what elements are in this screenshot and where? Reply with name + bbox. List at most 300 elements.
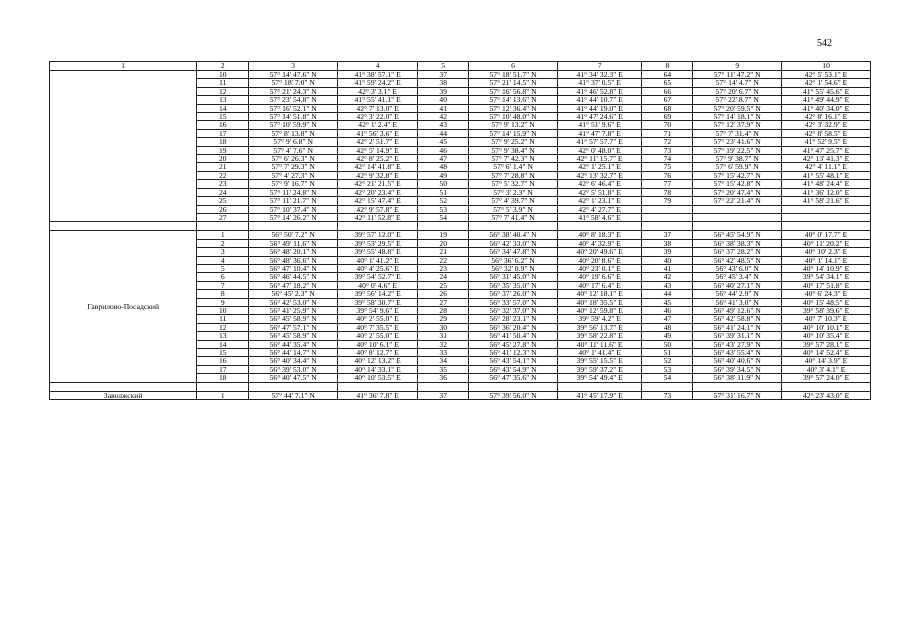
table-cell: 41° 58' 4.6" E: [557, 213, 641, 221]
table-cell: 47: [418, 155, 469, 163]
table-cell: 40° 10' 10.1" E: [782, 323, 871, 331]
table-cell: 42° 15' 47.4" E: [338, 197, 418, 205]
table-cell: 16: [197, 121, 249, 129]
table-cell: 57° 22' 8.7" N: [693, 96, 782, 104]
table-cell: 13: [197, 332, 249, 340]
table-cell: 41° 44' 19.0" E: [557, 104, 641, 112]
table-cell: 57° 11' 24.8" N: [249, 188, 338, 196]
table-cell: 42° 3' 3.1" E: [338, 87, 418, 95]
table-cell: 50: [642, 340, 693, 348]
table-cell: 40° 19' 6.6" E: [557, 273, 641, 281]
table-cell: 57° 5' 32.7" N: [469, 180, 558, 188]
table-cell: 6: [197, 273, 249, 281]
empty-cell: [782, 382, 871, 391]
empty-cell: [469, 222, 558, 231]
table-cell: 57° 23' 41.6" N: [693, 138, 782, 146]
table-cell: 57° 18' 7.0" N: [249, 79, 338, 87]
table-cell: 56° 41' 3.0" N: [693, 298, 782, 306]
coordinates-table: [49, 61, 871, 400]
table-cell: 42° 11' 52.8" E: [338, 213, 418, 221]
table-cell: 41° 36' 7.8" E: [338, 391, 418, 399]
table-cell: 56° 39' 31.1" N: [693, 332, 782, 340]
table-cell: 57° 9' 6.8" N: [249, 138, 338, 146]
table-cell: 5: [197, 264, 249, 272]
table-cell: 74: [642, 155, 693, 163]
table-cell: 17: [197, 129, 249, 137]
table-cell: 70: [642, 121, 693, 129]
table-cell: 57° 21' 24.3" N: [249, 87, 338, 95]
table-cell: 42° 3' 22.0" E: [338, 113, 418, 121]
table-cell: 40° 14' 33.1" E: [338, 365, 418, 373]
table-cell: 39° 56' 14.2" E: [338, 290, 418, 298]
table-cell: 56° 32' 0.9" N: [469, 264, 558, 272]
empty-cell: [418, 222, 469, 231]
table-cell: 41° 56' 3.6" E: [338, 129, 418, 137]
empty-cell: [693, 382, 782, 391]
table-cell: 57° 9' 16.7" N: [249, 180, 338, 188]
table-cell: 41° 55' 45.6" E: [782, 87, 871, 95]
table-cell: 20: [418, 239, 469, 247]
table-cell: 56° 37' 26.0" N: [469, 290, 558, 298]
table-cell: 40° 4' 25.6" E: [338, 264, 418, 272]
table-cell: 66: [642, 87, 693, 95]
table-cell: 57° 14' 13.6" N: [469, 96, 558, 104]
table-cell: 52: [418, 197, 469, 205]
table-cell: 40° 10' 35.4" E: [782, 332, 871, 340]
table-cell: 41° 57' 57.7" E: [557, 138, 641, 146]
table-cell: 40° 18' 35.5" E: [557, 298, 641, 306]
table-cell: 49: [642, 332, 693, 340]
table-cell: 42° 4' 27.7" E: [557, 205, 641, 213]
table-cell: [693, 213, 782, 221]
table-cell: 57° 15' 42.7" N: [693, 171, 782, 179]
table-cell: 56° 36' 20.4" N: [469, 323, 558, 331]
table-cell: 30: [418, 323, 469, 331]
table-cell: 49: [418, 171, 469, 179]
table-cell: 57° 7' 28.8" N: [469, 171, 558, 179]
table-cell: 42° 13' 32.7" E: [557, 171, 641, 179]
header-cell: 10: [782, 62, 871, 71]
table-cell: 56° 44' 35.4" N: [249, 340, 338, 348]
table-cell: 42° 11' 15.7" E: [557, 155, 641, 163]
table-cell: 57° 7' 42.3" N: [469, 155, 558, 163]
region-cell: [50, 71, 197, 222]
table-cell: 40° 0' 17.7" E: [782, 231, 871, 239]
table-cell: 39° 59' 37.2" E: [557, 365, 641, 373]
table-cell: 40° 15' 48.5" E: [782, 298, 871, 306]
table-cell: 1: [197, 391, 249, 399]
table-row: [50, 391, 871, 399]
table-cell: 40° 6' 24.3" E: [782, 290, 871, 298]
header-cell: 1: [50, 62, 197, 71]
table-cell: 57° 7' 31.4" N: [693, 129, 782, 137]
table-cell: 57° 8' 13.8" N: [249, 129, 338, 137]
table-cell: 41° 49' 44.9" E: [782, 96, 871, 104]
table-cell: 56° 42' 48.5" N: [693, 256, 782, 264]
table-cell: [782, 205, 871, 213]
empty-cell: [469, 382, 558, 391]
table-cell: 57° 31' 16.7" N: [693, 391, 782, 399]
empty-cell: [338, 222, 418, 231]
table-cell: 39° 54' 52.7" E: [338, 273, 418, 281]
table-cell: 40° 12' 18.1" E: [557, 290, 641, 298]
header-cell: 4: [338, 62, 418, 71]
table-cell: 79: [642, 197, 693, 205]
table-cell: 12: [197, 323, 249, 331]
table-cell: 57° 10' 59.9" N: [249, 121, 338, 129]
table-cell: 41° 59' 24.2" E: [338, 79, 418, 87]
empty-cell: [249, 222, 338, 231]
table-cell: 57° 20' 6.7" N: [693, 87, 782, 95]
table-cell: 57° 20' 59.5" N: [693, 104, 782, 112]
table-cell: 41° 40' 34.0" E: [782, 104, 871, 112]
table-cell: 39° 55' 15.5" E: [557, 357, 641, 365]
table-cell: 40° 2' 55.0" E: [338, 315, 418, 323]
table-cell: 42° 5' 51.8" E: [557, 188, 641, 196]
table-cell: 39° 57' 28.1" E: [782, 340, 871, 348]
table-cell: 57° 6' 59.9" N: [693, 163, 782, 171]
table-cell: 41° 38' 57.1" E: [338, 71, 418, 79]
table-cell: 10: [197, 306, 249, 314]
table-cell: 33: [418, 349, 469, 357]
table-cell: 73: [642, 391, 693, 399]
table-cell: 29: [418, 315, 469, 323]
table-cell: 22: [197, 171, 249, 179]
table-cell: 42° 23' 43.0" E: [782, 391, 871, 399]
table-cell: 57° 7' 41.4" N: [469, 213, 558, 221]
table-cell: 56° 43' 27.9" N: [693, 340, 782, 348]
table-cell: 40° 20' 8.6" E: [557, 256, 641, 264]
table-cell: 24: [418, 273, 469, 281]
table-cell: 56° 45' 58.9" N: [249, 332, 338, 340]
empty-cell: [249, 382, 338, 391]
region-cell: Заволжский: [50, 391, 197, 399]
table-cell: 2: [197, 239, 249, 247]
table-cell: 75: [642, 163, 693, 171]
table-cell: 76: [642, 171, 693, 179]
separator-row: [50, 382, 871, 391]
table-cell: 39° 57' 24.0" E: [782, 374, 871, 382]
empty-cell: [418, 382, 469, 391]
table-cell: 54: [418, 213, 469, 221]
table-cell: 56° 43' 54.1" N: [469, 357, 558, 365]
table-cell: 56° 38' 11.9" N: [693, 374, 782, 382]
table-cell: 39° 56' 13.7" E: [557, 323, 641, 331]
table-cell: 37: [418, 391, 469, 399]
table-cell: 39° 58' 39.6" E: [782, 306, 871, 314]
table-cell: 71: [642, 129, 693, 137]
table-cell: 34: [418, 357, 469, 365]
table-cell: 56° 43' 54.9" N: [469, 365, 558, 373]
table-cell: 56° 50' 7.2" N: [249, 231, 338, 239]
table-cell: 8: [197, 290, 249, 298]
table-cell: 42° 8' 16.1" E: [782, 113, 871, 121]
table-cell: 42° 7' 13.0" E: [338, 104, 418, 112]
table-cell: 56° 35' 35.0" N: [469, 281, 558, 289]
table-cell: 64: [642, 71, 693, 79]
table-cell: 40° 8' 12.7" E: [338, 349, 418, 357]
empty-cell: [197, 222, 249, 231]
table-cell: 39° 58' 22.8" E: [557, 332, 641, 340]
table-cell: 77: [642, 180, 693, 188]
table-cell: 57° 3' 2.3" N: [469, 188, 558, 196]
table-cell: 57° 44' 7.1" N: [249, 391, 338, 399]
table-cell: 56° 34' 47.8" N: [469, 248, 558, 256]
table-cell: 46: [642, 306, 693, 314]
table-cell: 56° 45' 54.9" N: [693, 231, 782, 239]
table-cell: 21: [197, 163, 249, 171]
table-cell: 56° 33' 57.0" N: [469, 298, 558, 306]
table-cell: 56° 46' 44.5" N: [249, 273, 338, 281]
table-cell: 40° 20' 49.6" E: [557, 248, 641, 256]
table-cell: 57° 22' 21.4" N: [693, 197, 782, 205]
empty-cell: [782, 222, 871, 231]
empty-cell: [642, 222, 693, 231]
table-cell: 45: [642, 298, 693, 306]
table-cell: 42° 6' 46.4" E: [557, 180, 641, 188]
table-cell: 45: [418, 138, 469, 146]
header-cell: 3: [249, 62, 338, 71]
table-cell: 42° 21' 21.5" E: [338, 180, 418, 188]
table-cell: 56° 45' 27.8" N: [469, 340, 558, 348]
table-cell: 72: [642, 138, 693, 146]
table-cell: 43: [642, 281, 693, 289]
table-cell: 40° 14' 10.9" E: [782, 264, 871, 272]
table-cell: 32: [418, 340, 469, 348]
table-cell: 22: [418, 256, 469, 264]
table-cell: 57° 9' 38.4" N: [469, 146, 558, 154]
table-cell: 41° 47' 7.8" E: [557, 129, 641, 137]
table-cell: 41° 44' 10.7" E: [557, 96, 641, 104]
table-cell: 40° 17' 6.4" E: [557, 281, 641, 289]
table-cell: 41° 55' 41.1" E: [338, 96, 418, 104]
table-cell: 40° 12' 13.2" E: [338, 357, 418, 365]
table-cell: 57° 4' 39.7" N: [469, 197, 558, 205]
table-cell: 56° 41' 24.1" N: [693, 323, 782, 331]
table-cell: 78: [642, 188, 693, 196]
table-cell: 42° 1' 25.1" E: [557, 163, 641, 171]
table-cell: 57° 21' 14.5" N: [469, 79, 558, 87]
table-cell: [642, 205, 693, 213]
empty-cell: [338, 382, 418, 391]
table-cell: 50: [418, 180, 469, 188]
table-cell: 27: [197, 213, 249, 221]
table-cell: 42° 1' 2.4" E: [338, 121, 418, 129]
table-cell: 54: [642, 374, 693, 382]
table-cell: 56° 48' 20.1" N: [249, 248, 338, 256]
table-cell: 46: [418, 146, 469, 154]
table-cell: [642, 213, 693, 221]
table-cell: 56° 38' 38.3" N: [693, 239, 782, 247]
table-row: [50, 231, 871, 239]
header-cell: 9: [693, 62, 782, 71]
table-cell: 39: [418, 87, 469, 95]
table-cell: 40° 11' 20.2" E: [782, 239, 871, 247]
table-cell: 39° 58' 30.7" E: [338, 298, 418, 306]
table-cell: 41° 47' 25.7" E: [782, 146, 871, 154]
table-cell: 57° 14' 18.1" N: [693, 113, 782, 121]
table-cell: 40° 3' 4.1" E: [782, 365, 871, 373]
table-cell: 57° 4' 7.6" N: [249, 146, 338, 154]
table-cell: 20: [197, 155, 249, 163]
table-cell: 56° 36' 6.2" N: [469, 256, 558, 264]
table-cell: 42° 5' 14.9" E: [338, 146, 418, 154]
empty-cell: [557, 382, 641, 391]
table-cell: 42: [418, 113, 469, 121]
table-cell: 13: [197, 96, 249, 104]
table-cell: 41° 48' 24.4" E: [782, 180, 871, 188]
table-cell: [693, 205, 782, 213]
table-cell: 41° 51' 9.6" E: [557, 121, 641, 129]
table-cell: 57° 39' 56.0" N: [469, 391, 558, 399]
table-cell: 16: [197, 357, 249, 365]
table-cell: 56° 47' 10.4" N: [249, 264, 338, 272]
table-cell: 57° 9' 13.2" N: [469, 121, 558, 129]
table-cell: 41° 45' 17.9" E: [557, 391, 641, 399]
table-cell: 39° 55' 48.8" E: [338, 248, 418, 256]
table-cell: 17: [197, 365, 249, 373]
table-cell: 56° 39' 53.0" N: [249, 365, 338, 373]
empty-cell: [642, 382, 693, 391]
table-cell: 42: [642, 273, 693, 281]
header-row: [50, 62, 871, 71]
table-cell: 1: [197, 231, 249, 239]
table-cell: 3: [197, 248, 249, 256]
table-cell: 40° 7' 10.3" E: [782, 315, 871, 323]
table-cell: 57° 14' 47.6" N: [249, 71, 338, 79]
table-cell: 39° 54' 34.1" E: [782, 273, 871, 281]
table-cell: 40° 17' 51.8" E: [782, 281, 871, 289]
table-cell: 41° 58' 21.6" E: [782, 197, 871, 205]
table-cell: 57° 10' 37.4" N: [249, 205, 338, 213]
table-cell: 36: [418, 374, 469, 382]
table-cell: 42° 3' 32.9" E: [782, 121, 871, 129]
table-cell: 42° 9' 32.8" E: [338, 171, 418, 179]
table-cell: 11: [197, 79, 249, 87]
table-cell: 41° 46' 52.8" E: [557, 87, 641, 95]
table-cell: 56° 40' 40.6" N: [693, 357, 782, 365]
table-cell: 56° 41' 12.3" N: [469, 349, 558, 357]
table-cell: 37: [418, 71, 469, 79]
table-cell: 39° 53' 29.5" E: [338, 239, 418, 247]
table-cell: 41° 52' 9.5" E: [782, 138, 871, 146]
table-cell: 37: [642, 231, 693, 239]
table-cell: 14: [197, 340, 249, 348]
table-cell: 57° 9' 38.7" N: [693, 155, 782, 163]
table-cell: 39° 54' 49.4" E: [557, 374, 641, 382]
table-cell: 44: [642, 290, 693, 298]
table-cell: 26: [418, 290, 469, 298]
table-cell: 57° 5' 3.9" N: [469, 205, 558, 213]
table-cell: 56° 47' 18.2" N: [249, 281, 338, 289]
table-cell: 40° 14' 52.4" E: [782, 349, 871, 357]
table-cell: 48: [418, 163, 469, 171]
table-cell: 73: [642, 146, 693, 154]
empty-cell: [693, 222, 782, 231]
table-cell: 56° 45' 3.4" N: [693, 273, 782, 281]
table-cell: 26: [197, 205, 249, 213]
table-cell: 57° 23' 54.8" N: [249, 96, 338, 104]
table-cell: 40° 1' 41.4" E: [557, 349, 641, 357]
table-cell: 23: [197, 180, 249, 188]
table-cell: 41° 37' 0.5" E: [557, 79, 641, 87]
table-cell: 39° 54' 9.6" E: [338, 306, 418, 314]
table-cell: 31: [418, 332, 469, 340]
header-cell: 6: [469, 62, 558, 71]
table-cell: 40° 12' 59.8" E: [557, 306, 641, 314]
table-cell: 4: [197, 256, 249, 264]
table-cell: 51: [642, 349, 693, 357]
table-cell: 40° 0' 4.6" E: [338, 281, 418, 289]
table-cell: 42° 1' 54.6" E: [782, 79, 871, 87]
header-cell: 5: [418, 62, 469, 71]
table-cell: 57° 9' 25.2" N: [469, 138, 558, 146]
region-cell: Гаврилово-Посадский: [50, 231, 197, 382]
header-cell: 7: [557, 62, 641, 71]
table-cell: 15: [197, 113, 249, 121]
table-cell: 28: [418, 306, 469, 314]
table-cell: 40° 2' 55.0" E: [338, 332, 418, 340]
table-cell: 57° 10' 48.0" N: [469, 113, 558, 121]
table-cell: 21: [418, 248, 469, 256]
table-cell: 40° 7' 35.5" E: [338, 323, 418, 331]
table-cell: 68: [642, 104, 693, 112]
table-cell: 57° 15' 42.8" N: [693, 180, 782, 188]
table-cell: 41: [418, 104, 469, 112]
table-cell: 40° 10' 53.5" E: [338, 374, 418, 382]
table-cell: 57° 20' 47.4" N: [693, 188, 782, 196]
table-cell: 56° 49' 12.6" N: [693, 306, 782, 314]
table-cell: 41° 34' 32.3" E: [557, 71, 641, 79]
table-cell: 42° 0' 48.0" E: [557, 146, 641, 154]
table-cell: 25: [197, 197, 249, 205]
table-cell: 56° 37' 28.2" N: [693, 248, 782, 256]
table-cell: 57° 16' 56.8" N: [469, 87, 558, 95]
header-cell: 2: [197, 62, 249, 71]
empty-cell: [50, 382, 197, 391]
empty-cell: [557, 222, 641, 231]
table-cell: 53: [418, 205, 469, 213]
table-cell: 56° 38' 40.4" N: [469, 231, 558, 239]
table-cell: 12: [197, 87, 249, 95]
table-cell: 15: [197, 349, 249, 357]
table-cell: 42° 9' 57.8" E: [338, 205, 418, 213]
table-cell: 40° 10' 2.3" E: [782, 248, 871, 256]
table-cell: 39° 57' 12.0" E: [338, 231, 418, 239]
table-cell: 14: [197, 104, 249, 112]
table-cell: 56° 49' 11.6" N: [249, 239, 338, 247]
table-cell: 69: [642, 113, 693, 121]
table-cell: 40° 8' 18.3" E: [557, 231, 641, 239]
table-cell: 41° 47' 24.6" E: [557, 113, 641, 121]
table-cell: 27: [418, 298, 469, 306]
table-cell: 24: [197, 188, 249, 196]
table-cell: 11: [197, 315, 249, 323]
table-cell: 52: [642, 357, 693, 365]
table-cell: 56° 44' 2.9" N: [693, 290, 782, 298]
table-cell: 56° 47' 35.6" N: [469, 374, 558, 382]
table-cell: 57° 14' 15.9" N: [469, 129, 558, 137]
table-cell: 57° 11' 47.2" N: [693, 71, 782, 79]
table-cell: 56° 31' 45.0" N: [469, 273, 558, 281]
table-cell: 56° 42' 33.0" N: [469, 239, 558, 247]
table-cell: 42° 1' 23.1" E: [557, 197, 641, 205]
table-cell: 42° 20' 23.4" E: [338, 188, 418, 196]
table-cell: 51: [418, 188, 469, 196]
table-cell: 56° 28' 23.1" N: [469, 315, 558, 323]
table-cell: 44: [418, 129, 469, 137]
table-cell: 57° 4' 27.3" N: [249, 171, 338, 179]
